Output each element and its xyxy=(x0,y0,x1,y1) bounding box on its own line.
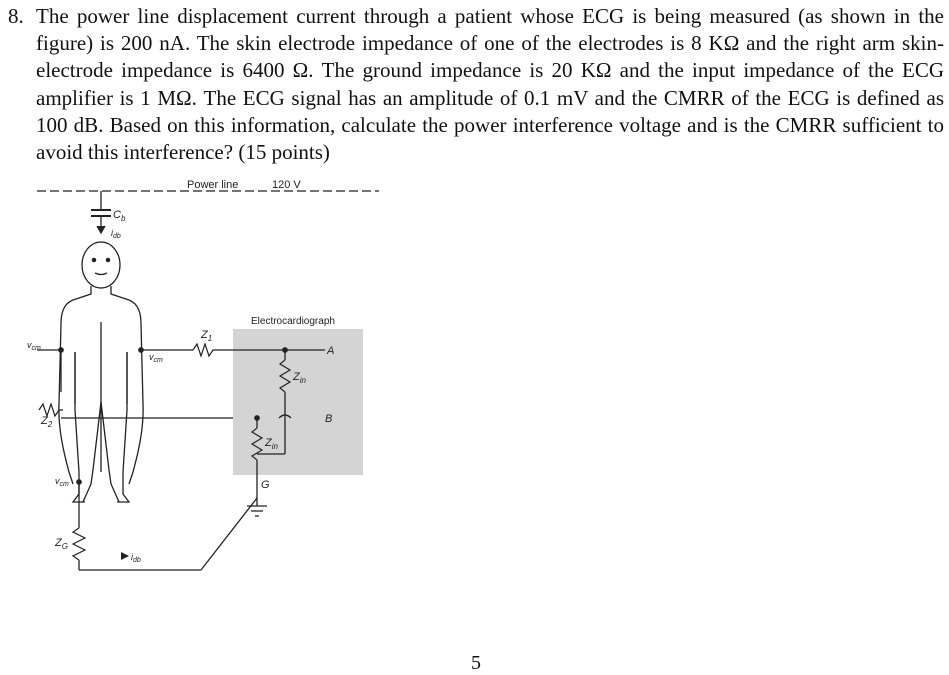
ecg-circuit-figure xyxy=(25,172,405,582)
cb-sub: b xyxy=(120,214,126,223)
idb-top-label: i xyxy=(111,228,113,238)
vcm-bottom-sub: cm xyxy=(59,481,69,488)
power-line-label: Power line xyxy=(187,179,239,191)
terminal-a-label: A xyxy=(327,345,335,357)
page-number: 5 xyxy=(471,652,481,674)
terminal-b-label: B xyxy=(325,413,333,425)
electrocardiograph-box xyxy=(233,329,363,475)
question-text: The power line displacement current through a patient whose ECG is being measured (as shown in the figure) is 200 nA. The skin electrode impedance of one of the electrodes is 8 KΩ and the right arm skin-electrode impedance is 6400 Ω. The ground impedance is 20 KΩ and the input impedance of the ECG amplifier is 1 MΩ. The ECG signal has an amplitude of 0.1 mV and the CMRR of the ECG is defined as 100 dB. Based on this information, calculate the power interference voltage and is the CMRR sufficient to avoid this interference? (15 points) xyxy=(36,4,944,165)
question-block xyxy=(8,3,944,166)
vcm-bottom-label: v xyxy=(55,476,60,486)
voltage-label: 120 V xyxy=(272,179,301,191)
zin-bottom-label: Z xyxy=(265,437,272,449)
zg-label: Z xyxy=(55,537,62,549)
z2-label: Z xyxy=(41,415,48,427)
idb-top-sub: db xyxy=(113,233,121,240)
svg-text:idb xyxy=(111,228,121,240)
zg-sub: G xyxy=(61,542,68,551)
z2-sub: 2 xyxy=(47,420,53,429)
z1-label: Z xyxy=(201,329,208,341)
idb-bottom-sub: db xyxy=(133,557,141,564)
svg-text:idb xyxy=(131,552,141,564)
vcm-left-label: v xyxy=(27,340,32,350)
vcm-mid-sub: cm xyxy=(153,357,163,364)
zin-top-label: Z xyxy=(293,371,300,383)
z1-sub: 1 xyxy=(207,334,213,343)
zin-top-sub: in xyxy=(299,376,306,385)
cb-label: C xyxy=(113,209,121,221)
ecg-circuit-diagram xyxy=(25,172,405,582)
svg-text:Cb xyxy=(113,209,126,223)
svg-text:vcm xyxy=(55,476,69,488)
terminal-g-label: G xyxy=(261,479,270,491)
svg-text:Z2 xyxy=(40,415,53,429)
svg-text:ZG xyxy=(54,537,68,551)
zin-bottom-sub: in xyxy=(271,442,278,451)
svg-text:Z1 xyxy=(200,329,212,343)
vcm-mid-label: v xyxy=(149,352,154,362)
svg-text:vcm xyxy=(27,340,41,352)
vcm-left-sub: cm xyxy=(31,345,41,352)
question-number: 8. xyxy=(8,4,24,28)
electrocardiograph-label: Electrocardiograph xyxy=(251,316,335,327)
idb-bottom-label: i xyxy=(131,552,133,562)
svg-text:vcm xyxy=(149,352,163,364)
